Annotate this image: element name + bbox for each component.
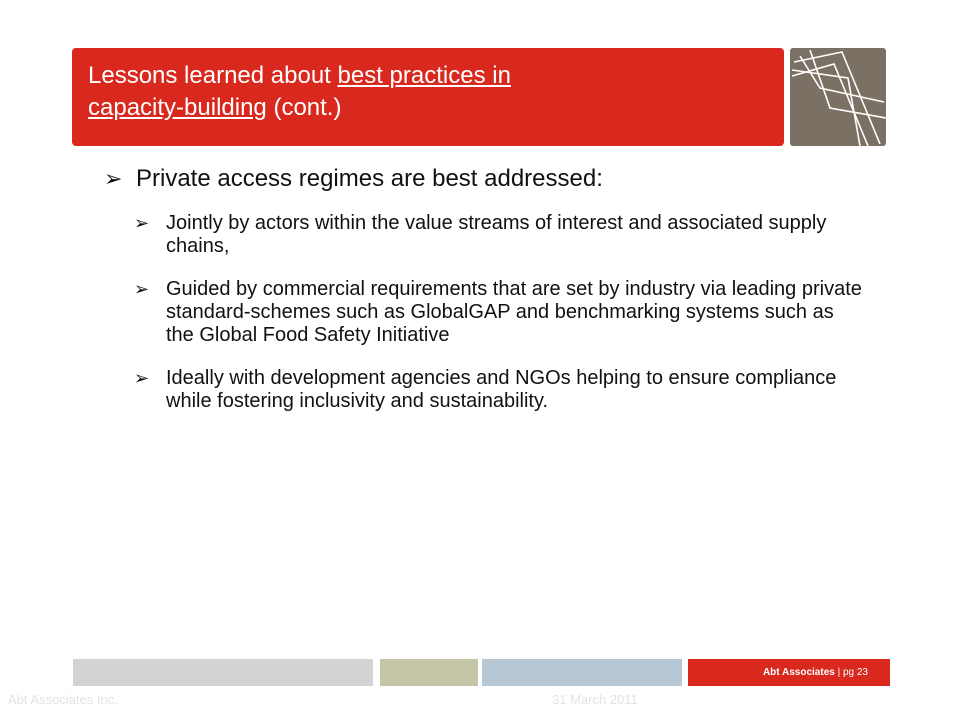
footer-org: Abt Associates <box>762 667 835 678</box>
logo-graphic <box>790 48 886 146</box>
footer-bars <box>0 659 960 686</box>
slide-title <box>72 48 784 146</box>
arrow-bullet-icon: ➢ <box>134 279 150 299</box>
main-bullet <box>104 164 884 194</box>
title-suffix: (cont.) <box>266 94 342 121</box>
sub-bullet <box>134 367 866 413</box>
title-prefix: Lessons learned about <box>88 62 338 89</box>
sub-bullet-text: Jointly by actors within the value streams of interest and associated supply chains, <box>166 212 827 257</box>
sub-bullet <box>134 212 866 258</box>
footer-company: Abt Associates Inc. <box>8 692 118 707</box>
footer-bar-gray <box>73 659 373 686</box>
slide-body <box>104 164 884 433</box>
logo-lines-icon <box>790 48 886 146</box>
arrow-bullet-icon: ➢ <box>134 213 150 233</box>
title-link-1[interactable]: best practices in <box>337 62 511 89</box>
footer-page-number: | pg 23 <box>834 667 868 678</box>
main-bullet-text: Private access regimes are best addressed: <box>136 165 603 192</box>
footer-bar-blue <box>482 659 682 686</box>
sub-bullet-text: Ideally with development agencies and NGOs helping to ensure compliance while fostering inclusivity and sustainability. <box>166 367 837 412</box>
sub-bullet <box>134 278 866 347</box>
footer-page-label <box>688 659 890 686</box>
footer-bar-olive <box>380 659 478 686</box>
arrow-bullet-icon: ➢ <box>134 368 150 388</box>
arrow-bullet-icon: ➢ <box>104 166 123 191</box>
sub-bullet-text: Guided by commercial requirements that are set by industry via leading private standard-schemes such as GlobalGAP and benchmarking systems such as the Global Food Safety Initiative <box>166 278 862 346</box>
footer-date: 31 March 2011 <box>552 692 638 707</box>
title-link-2[interactable]: capacity-building <box>88 94 267 121</box>
